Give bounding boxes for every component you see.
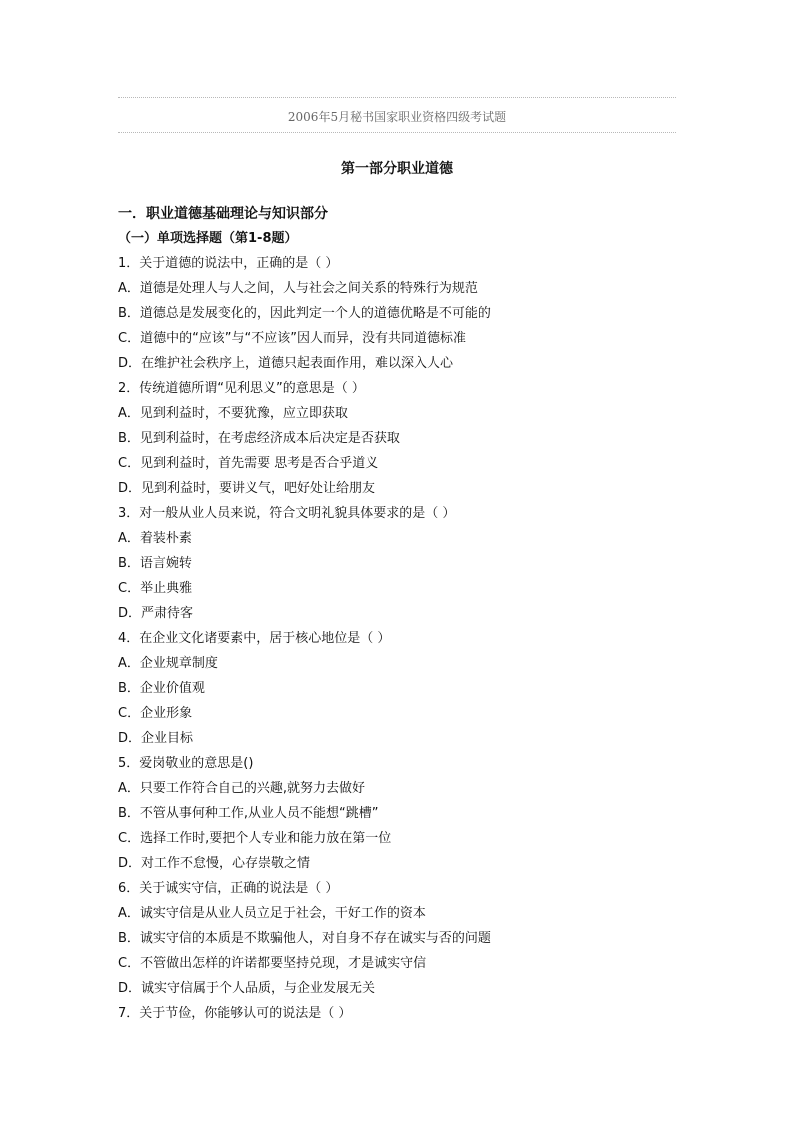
answer-option: C．不管做出怎样的许诺都要坚持兑现，才是诚实守信 [118, 956, 427, 971]
part-title: 第一部分职业道德 [341, 161, 453, 177]
question-5 [118, 751, 678, 876]
question-stem: 3．对一般从业人员来说，符合文明礼貌具体要求的是（ ） [118, 506, 456, 521]
answer-option: C．举止典雅 [118, 581, 193, 596]
answer-option: B．诚实守信的本质是不欺骗他人，对自身不存在诚实与否的问题 [118, 931, 491, 946]
question-4 [118, 626, 678, 751]
section-title: 一．职业道德基础理论与知识部分 [118, 206, 328, 222]
answer-option: C．企业形象 [118, 706, 193, 721]
answer-option: A．道德是处理人与人之间，人与社会之间关系的特殊行为规范 [118, 281, 478, 296]
question-stem: 1．关于道德的说法中，正确的是（ ） [118, 256, 339, 271]
question-stem: 4．在企业文化诸要素中，居于核心地位是（ ） [118, 631, 391, 646]
answer-option: B．不管从事何种工作,从业人员不能想“跳槽” [118, 806, 379, 821]
answer-option: A．诚实守信是从业人员立足于社会，干好工作的资本 [118, 906, 426, 921]
answer-option: C．选择工作时,要把个人专业和能力放在第一位 [118, 831, 392, 846]
question-stem: 2．传统道德所谓“见利思义”的意思是（ ） [118, 381, 365, 396]
header-top-divider [118, 97, 676, 98]
answer-option: B．企业价值观 [118, 681, 205, 696]
answer-option: D．企业目标 [118, 731, 194, 746]
header-bottom-divider [118, 132, 676, 133]
question-stem: 5．爱岗敬业的意思是() [118, 756, 254, 771]
answer-option: C．见到利益时，首先需要 思考是否合乎道义 [118, 456, 379, 471]
answer-option: A．着装朴素 [118, 531, 192, 546]
answer-option: B．语言婉转 [118, 556, 192, 571]
question-2 [118, 376, 678, 501]
answer-option: D．严肃待客 [118, 606, 194, 621]
answer-option: B．见到利益时，在考虑经济成本后决定是否获取 [118, 431, 400, 446]
page-header: 2006年5月秘书国家职业资格四级考试题 [287, 110, 507, 124]
answer-option: A．只要工作符合自己的兴趣,就努力去做好 [118, 781, 366, 796]
question-stem: 7．关于节俭，你能够认可的说法是（ ） [118, 1006, 352, 1021]
answer-option: B．道德总是发展变化的，因此判定一个人的道德优略是不可能的 [118, 306, 491, 321]
subsection-title: （一）单项选择题（第1-8题） [118, 231, 298, 246]
question-6 [118, 876, 678, 1001]
answer-option: A．企业规章制度 [118, 656, 218, 671]
question-1 [118, 251, 678, 376]
answer-option: D．见到利益时，要讲义气，吧好处让给朋友 [118, 481, 376, 496]
question-stem: 6．关于诚实守信，正确的说法是（ ） [118, 881, 339, 896]
answer-option: D．诚实守信属于个人品质，与企业发展无关 [118, 981, 376, 996]
answer-option: A．见到利益时，不要犹豫，应立即获取 [118, 406, 348, 421]
answer-option: C．道德中的“应该”与“不应该”因人而异，没有共同道德标准 [118, 331, 467, 346]
answer-option: D．在维护社会秩序上，道德只起表面作用，难以深入人心 [118, 356, 454, 371]
document-body [118, 202, 678, 1026]
answer-option: D．对工作不怠慢，心存崇敬之情 [118, 856, 311, 871]
question-7 [118, 1001, 678, 1026]
question-3 [118, 501, 678, 626]
